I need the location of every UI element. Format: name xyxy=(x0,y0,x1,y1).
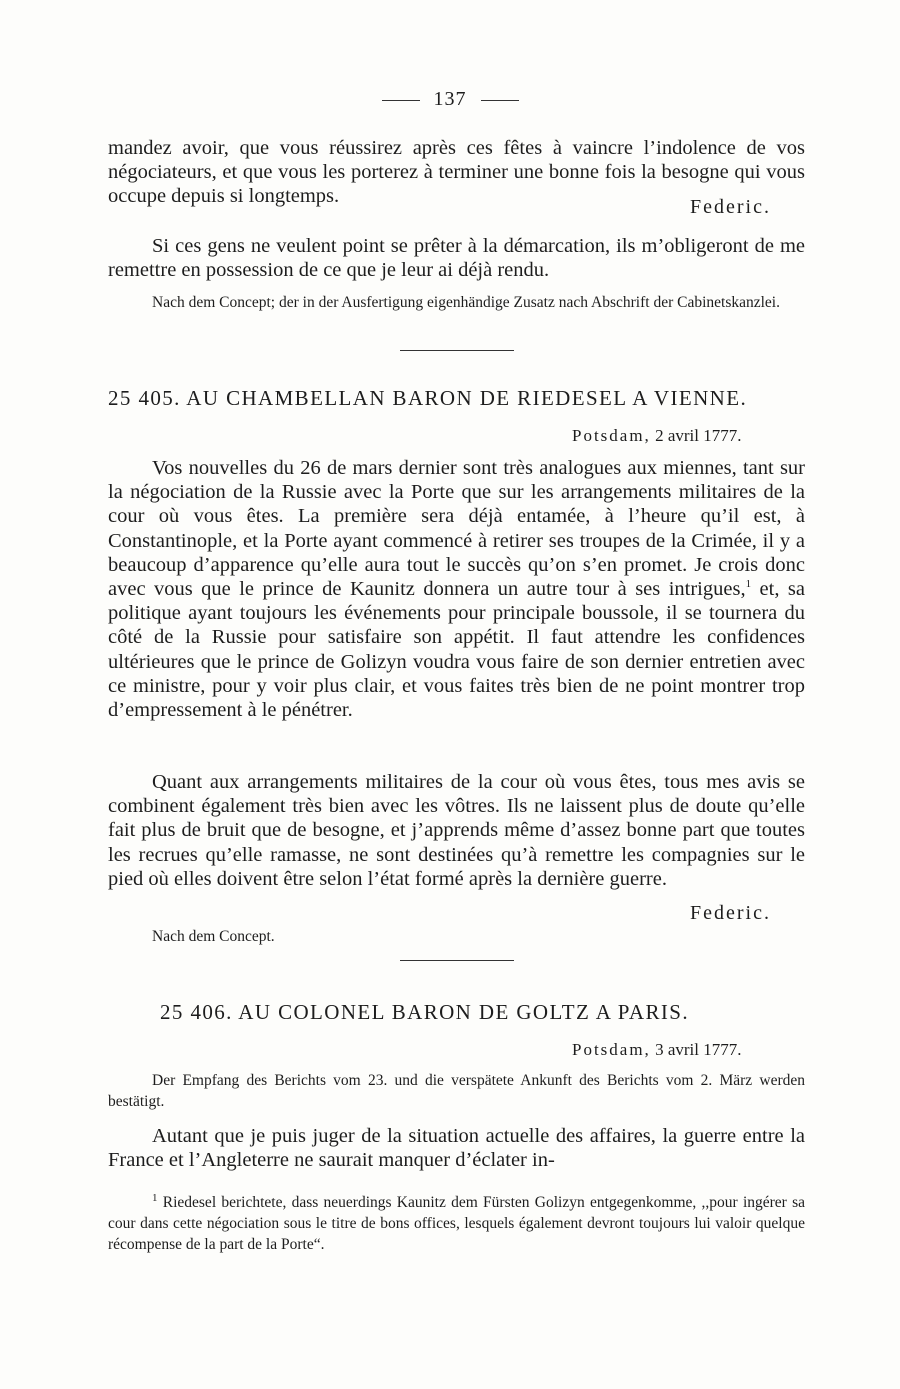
letter-body-part-1: Vos nouvelles du 26 de mars dernier sont très analogues aux miennes, tant sur la négociation de la Russie avec la Porte que sur les arrangements militaires de la cour où vous êtes. La première sera déjà entamée, à l’heure qu’il est, à Constantinople, et la Porte ayant commencé à retirer ses troupes de la Crimée, il y a beaucoup d’apparence qu’elle aura tout le succès qu’on s’en promet. Je crois donc avec vous que le prince de Kaunitz donnera un autre tour à ses intrigues, xyxy=(108,457,805,601)
letter-body-part-2: et, sa politique ayant toujours les événements pour principale boussole, il se tournera du côté de la Russie pour satisfaire son appétit. Il faut attendre les confidences ultérieures que le prince de Golizyn voudra vous faire de son dernier entretien avec ce ministre, pour y voir plus clair, et vous faites très bien de ne point montrer trop d’empressement à le pénétrer. xyxy=(108,578,806,722)
source-note: Nach dem Concept; der in der Ausfertigung eigenhändige Zusatz nach Abschrift der Cabinetskanzlei. xyxy=(152,294,780,311)
dateline-place: Potsdam, xyxy=(572,426,651,445)
receipt-note: Der Empfang des Berichts vom 23. und die verspätete Ankunft des Berichts vom 2. März werden bestätigt. xyxy=(108,1072,805,1110)
dateline-25406 xyxy=(572,1040,741,1060)
dateline-25405 xyxy=(572,426,741,446)
page-number-text: 137 xyxy=(433,88,467,110)
signature-federic: Federic. xyxy=(690,196,771,218)
footnote-number: 1 xyxy=(152,1191,158,1204)
footnote-reference: 1 xyxy=(745,578,752,591)
section-divider-2 xyxy=(400,960,514,961)
page-number-dash-left xyxy=(382,100,420,101)
postscript-paragraph: Si ces gens ne veulent point se prêter à la démarcation, ils m’obligeront de me remettre en possession de ce que je leur ai déjà rendu. xyxy=(108,235,805,282)
letter-heading-25405: 25 405. AU CHAMBELLAN BARON DE RIEDESEL A VIENNE. xyxy=(108,386,748,410)
page-number-dash-right xyxy=(481,100,519,101)
letter-body-paragraph xyxy=(108,456,805,722)
section-divider xyxy=(400,350,514,351)
footnote xyxy=(108,1192,805,1255)
dateline-date: 2 avril 1777. xyxy=(655,426,742,445)
page-number xyxy=(0,88,900,111)
signature-federic-2: Federic. xyxy=(690,902,771,924)
letter-body-paragraph-2: Quant aux arrangements militaires de la cour où vous êtes, tous mes avis se combinent également très bien avec les vôtres. Ils ne laissent plus de doute qu’elle fait plus de bruit que de besogne, et j’apprends même d’assez bonne part que toutes les recrues qu’elle ramasse, ne sont destinées qu’à remettre les compagnies sur le pied où elles doivent être selon l’état formé après la dernière guerre. xyxy=(108,771,805,890)
letter-continuation-paragraph: mandez avoir, que vous réussirez après ces fêtes à vaincre l’indolence de vos négociateurs, et que vous les porterez à terminer une bonne fois la besogne qui vous occupe depuis si longtemps. xyxy=(108,137,805,208)
dateline-date-2: 3 avril 1777. xyxy=(655,1040,742,1059)
dateline-place-2: Potsdam, xyxy=(572,1040,651,1059)
source-note-2: Nach dem Concept. xyxy=(152,928,275,945)
letter-heading-25406: 25 406. AU COLONEL BARON DE GOLTZ A PARIS. xyxy=(160,1000,690,1024)
footnote-text: Riedesel berichtete, dass neuerdings Kaunitz dem Fürsten Golizyn entgegenkomme, ,,pour ingérer sa cour dans cette négociation sous le titre de bons offices, lesquels également devront toujours lui valoir quelque récompense de la part de la Porte“. xyxy=(108,1194,805,1253)
letter-body-paragraph-3: Autant que je puis juger de la situation actuelle des affaires, la guerre entre la France et l’Angleterre ne saurait manquer d’éclater in- xyxy=(108,1125,805,1172)
